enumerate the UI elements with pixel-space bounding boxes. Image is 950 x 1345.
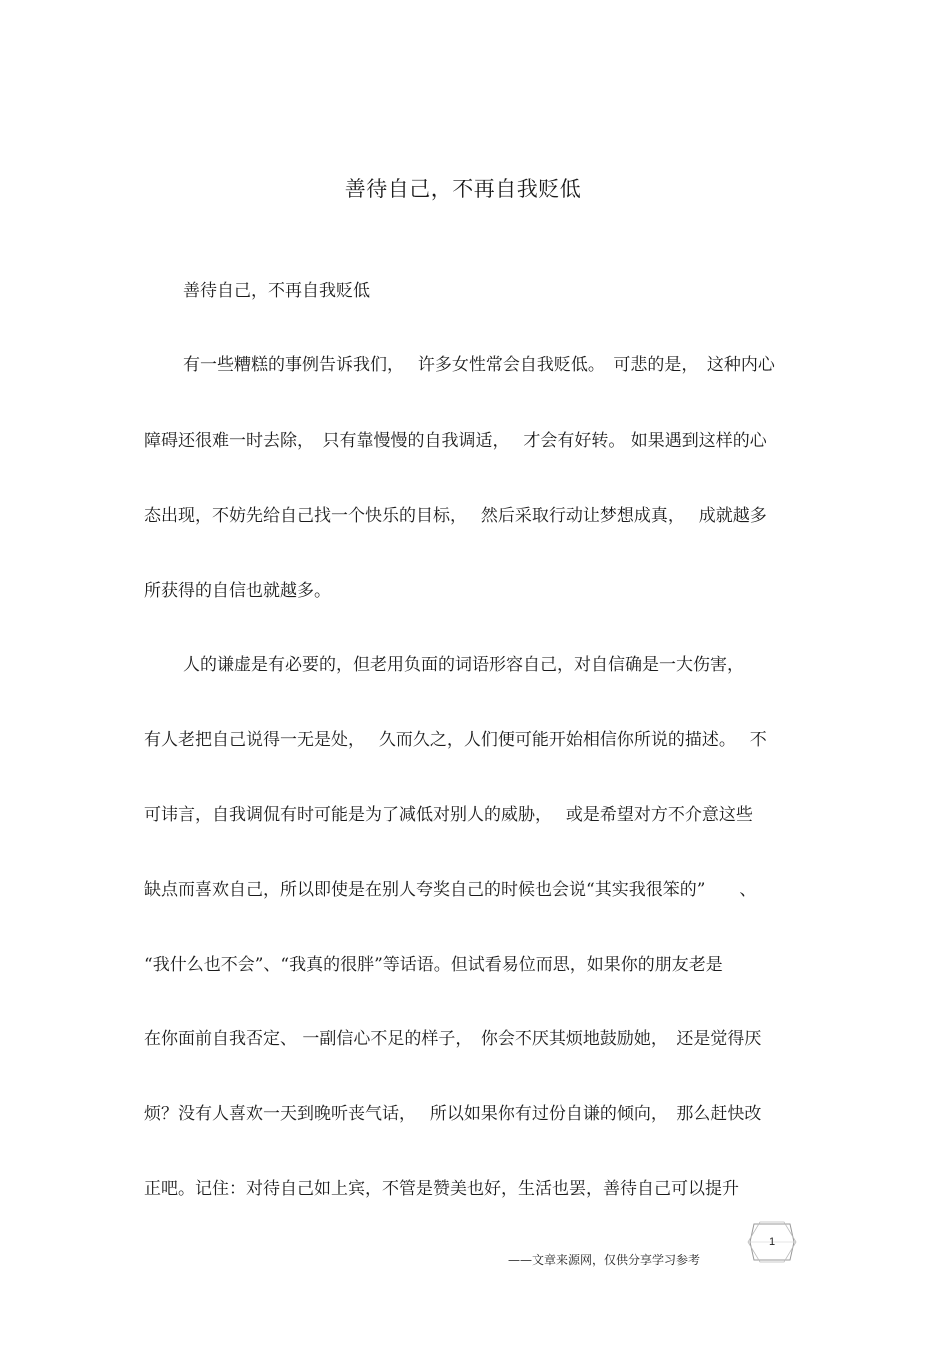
document-title: 善待自己，不再自我贬低: [344, 177, 582, 201]
text-line: 有人老把自己说得一无是处， 久而久之，人们便可能开始相信你所说的描述。 不: [144, 730, 767, 750]
text-line: 缺点而喜欢自己，所以即使是在别人夸奖自己的时候也会说“其实我很笨的” 、: [144, 880, 757, 900]
text-line: 人的谦虚是有必要的，但老用负面的词语形容自己，对自信确是一大伤害，: [183, 655, 744, 675]
text-line: 有一些糟糕的事例告诉我们， 许多女性常会自我贬低。 可悲的是， 这种内心: [183, 355, 775, 375]
text-line: 态出现，不妨先给自己找一个快乐的目标， 然后采取行动让梦想成真， 成就越多: [144, 506, 767, 526]
document-subtitle: 善待自己，不再自我贬低: [183, 281, 370, 301]
text-line: 在你面前自我否定、 一副信心不足的样子， 你会不厌其烦地鼓励她， 还是觉得厌: [144, 1029, 762, 1049]
text-line: “我什么也不会”、“我真的很胖”等话语。但试看易位而思，如果你的朋友老是: [144, 955, 723, 975]
text-line: 障碍还很难一时去除， 只有靠慢慢的自我调适， 才会有好转。 如果遇到这样的心: [144, 431, 767, 451]
footer-note: ——文章来源网，仅供分享学习参考: [508, 1253, 701, 1267]
page-number: 1: [768, 1236, 776, 1248]
text-line: 正吧。记住：对待自己如上宾，不管是赞美也好，生活也罢，善待自己可以提升: [144, 1179, 739, 1199]
text-line: 可讳言，自我调侃有时可能是为了减低对别人的威胁， 或是希望对方不介意这些: [144, 805, 753, 825]
text-line: 所获得的自信也就越多。: [144, 581, 331, 601]
text-line: 烦？没有人喜欢一天到晚听丧气话， 所以如果你有过份自谦的倾向， 那么赶快改: [144, 1104, 762, 1124]
